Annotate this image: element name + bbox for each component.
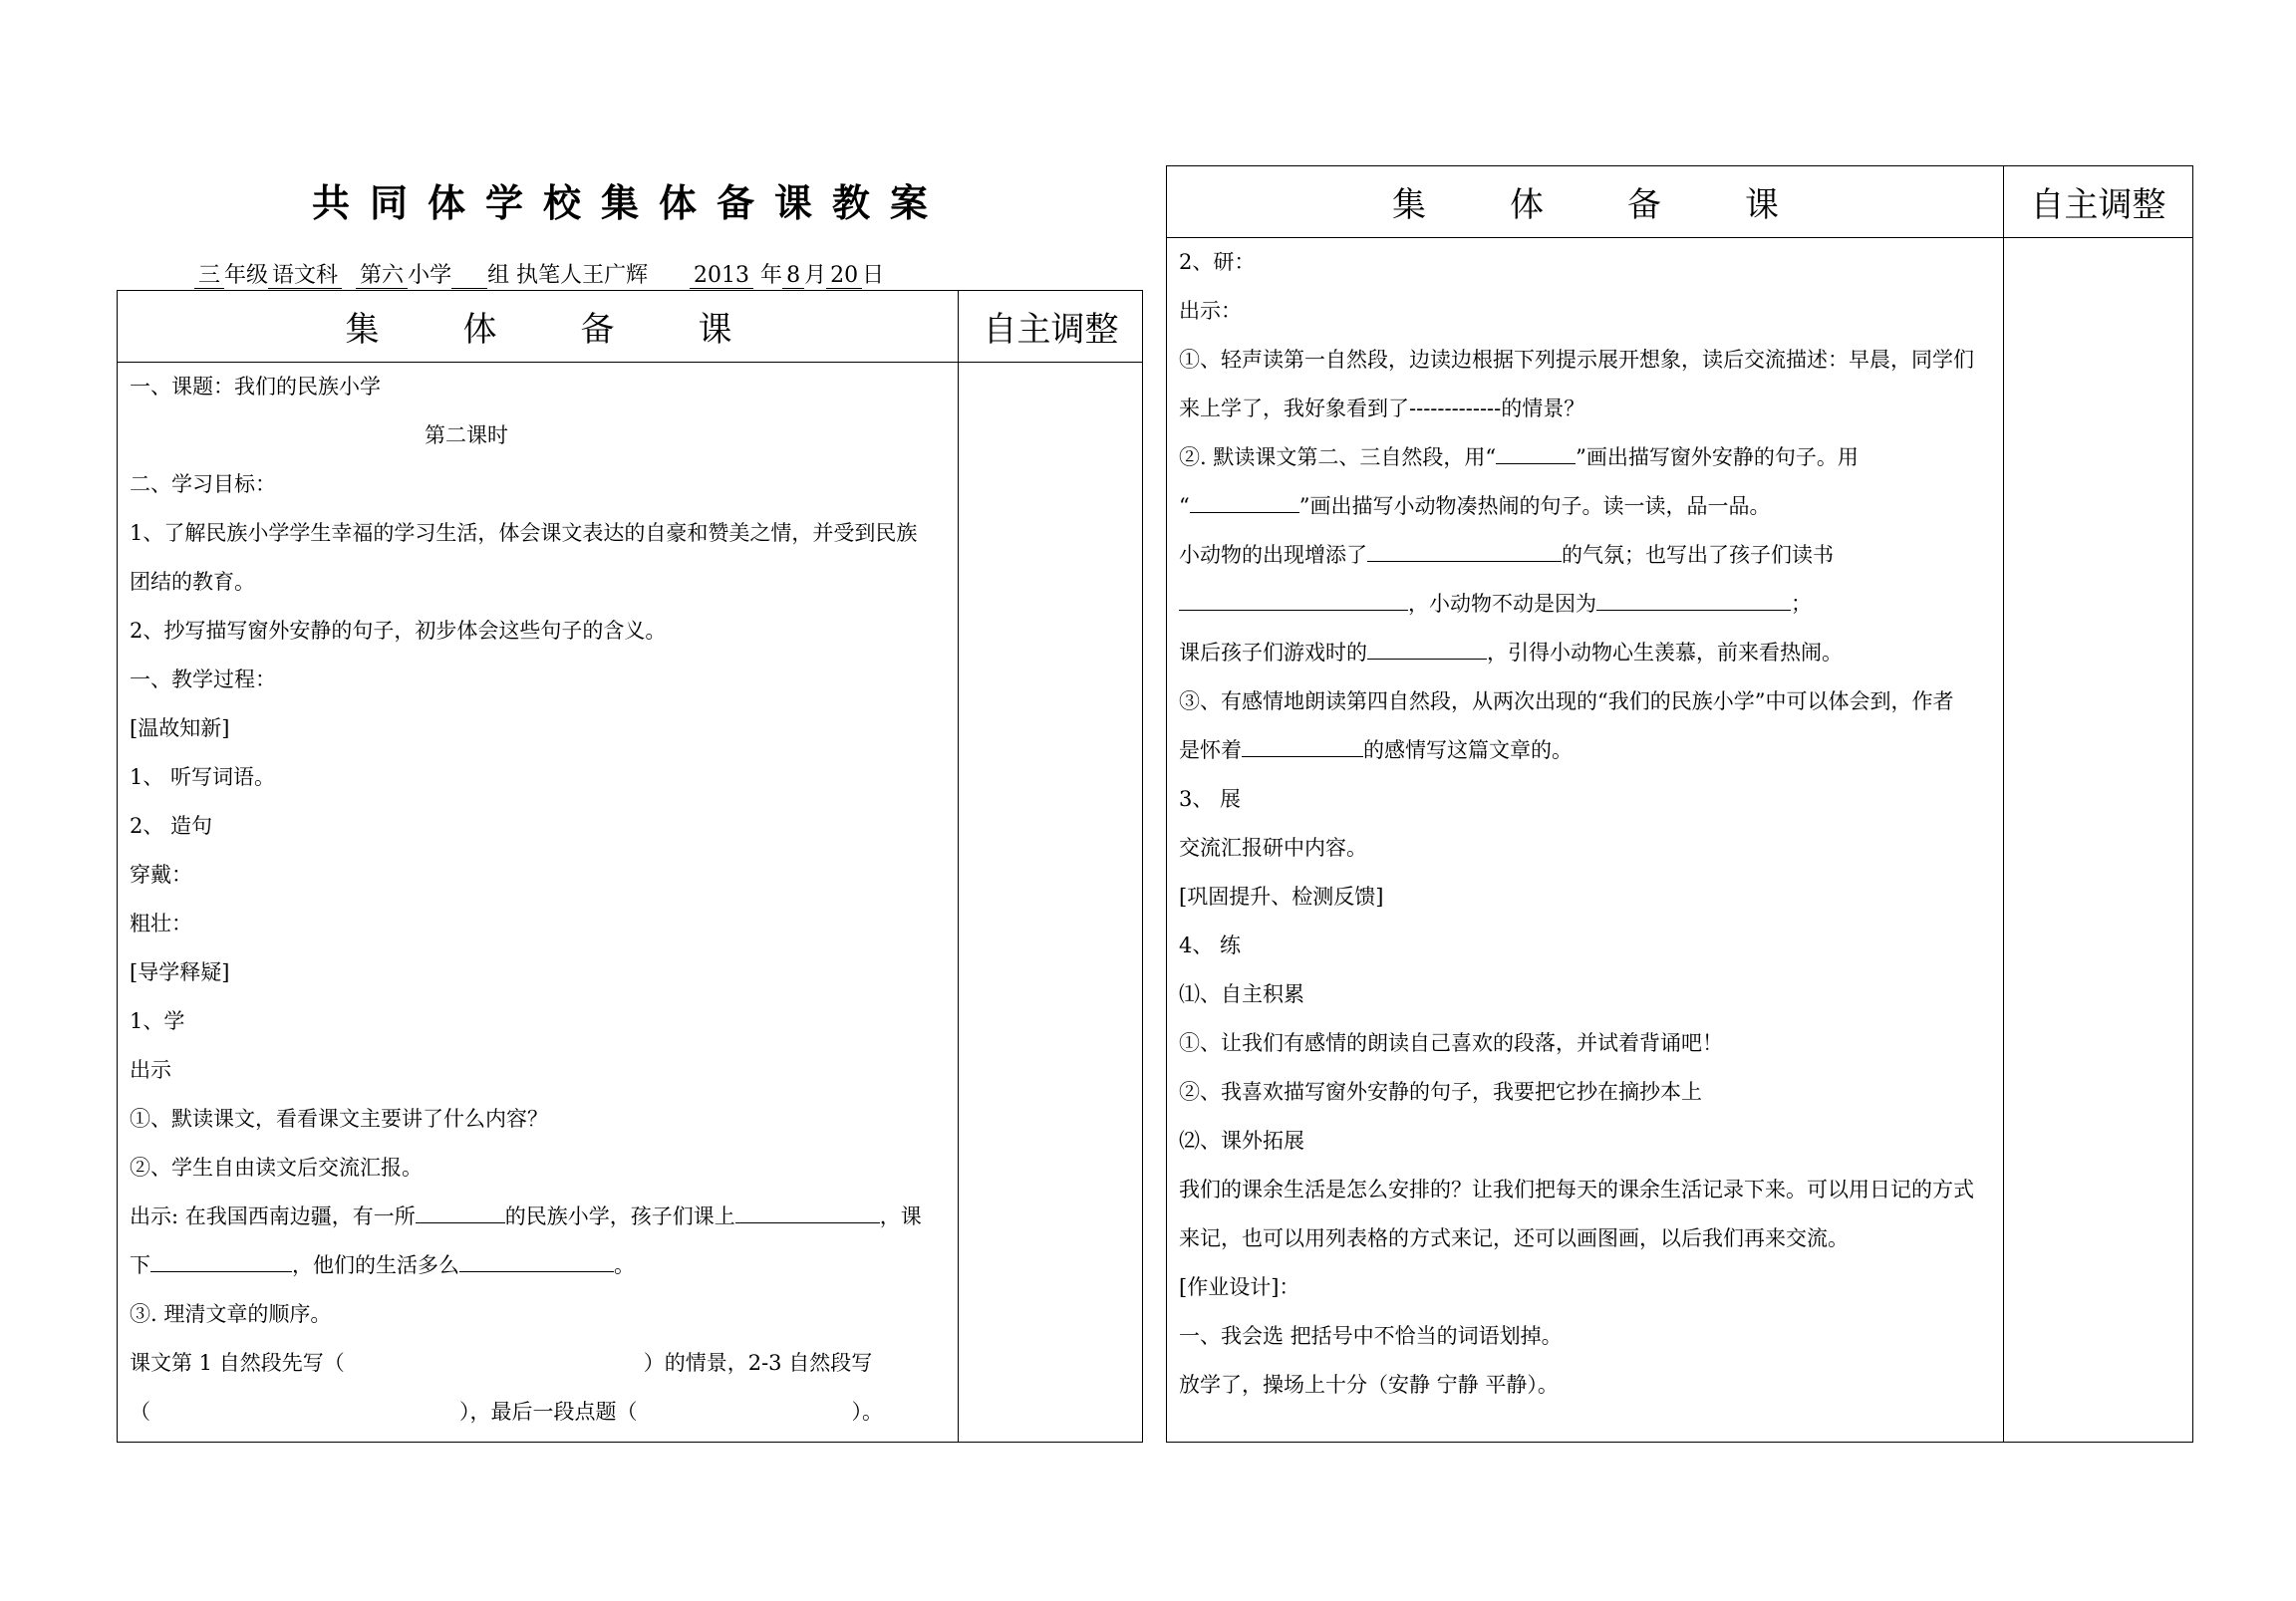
lesson-line bbox=[1179, 541, 1834, 569]
lesson-line: 一、我会选 把括号中不恰当的词语划掉。 bbox=[1179, 1324, 1563, 1348]
fill-blank bbox=[416, 1202, 505, 1223]
lesson-line: 3、 展 bbox=[1179, 787, 1242, 811]
lesson-line: 1、了解民族小学学生幸福的学习生活，体会课文表达的自豪和赞美之情，并受到民族 bbox=[130, 521, 918, 545]
text-segment: 下 bbox=[130, 1253, 150, 1277]
lesson-line bbox=[130, 1398, 883, 1426]
lesson-line bbox=[1179, 590, 1812, 618]
lesson-line: 一、课题：我们的民族小学 bbox=[130, 375, 381, 399]
fill-blank bbox=[1596, 590, 1791, 611]
year-label: 年 bbox=[760, 263, 783, 288]
header-char: 体 bbox=[462, 310, 497, 350]
header-char: 集 bbox=[345, 310, 380, 350]
header-char: 备 bbox=[580, 310, 615, 350]
lesson-line bbox=[1179, 736, 1573, 764]
lesson-line bbox=[1179, 639, 1843, 667]
text-segment: ； bbox=[1791, 592, 1812, 616]
lesson-line: 1、学 bbox=[130, 1009, 185, 1033]
text-segment: 课文第 1 自然段先写（ bbox=[130, 1351, 345, 1375]
header-char: 课 bbox=[1745, 185, 1779, 225]
header-char: 体 bbox=[1510, 185, 1544, 225]
fill-blank bbox=[1496, 443, 1576, 464]
text-segment: （ bbox=[130, 1400, 150, 1424]
lesson-line: [巩固提升、检测反馈] bbox=[1179, 885, 1384, 909]
lesson-line: 来上学了，我好象看到了-------------的情景？ bbox=[1179, 397, 1585, 420]
lesson-line bbox=[130, 1349, 872, 1377]
text-segment: “ bbox=[1179, 494, 1190, 518]
grade-label: 年级 bbox=[224, 263, 269, 288]
lesson-line: ③. 理清文章的顺序。 bbox=[130, 1302, 332, 1326]
text-segment: 课后孩子们游戏时的 bbox=[1179, 641, 1367, 665]
lesson-line: 二、学习目标： bbox=[130, 472, 276, 496]
text-segment: 的民族小学，孩子们课上 bbox=[504, 1204, 735, 1228]
lesson-line: ②、我喜欢描写窗外安静的句子，我要把它抄在摘抄本上 bbox=[1179, 1080, 1702, 1104]
header-self-adjust: 自主调整 bbox=[2030, 185, 2166, 225]
text-segment: ，他们的生活多么 bbox=[292, 1253, 459, 1277]
lesson-line: ②、学生自由读文后交流汇报。 bbox=[130, 1156, 423, 1180]
text-segment: ）的情景，2-3 自然段写 bbox=[643, 1351, 873, 1375]
lesson-line bbox=[1179, 492, 1770, 520]
lesson-line: [导学释疑] bbox=[130, 960, 230, 984]
text-segment: ”画出描写小动物凑热闹的句子。读一读，品一品。 bbox=[1298, 494, 1771, 518]
lesson-line: 出示： bbox=[1179, 299, 1242, 323]
right-lesson-table bbox=[1166, 165, 2193, 1443]
lesson-line: 来记，也可以用列表格的方式来记，还可以画图画，以后我们再来交流。 bbox=[1179, 1226, 1849, 1250]
lesson-line: 团结的教育。 bbox=[130, 570, 255, 594]
lesson-line: 2、研： bbox=[1179, 250, 1256, 274]
left-table-header bbox=[118, 291, 1142, 363]
lesson-line bbox=[130, 1202, 922, 1230]
right-table-header bbox=[1167, 166, 2192, 238]
lesson-line: 交流汇报研中内容。 bbox=[1179, 836, 1367, 860]
text-segment: ），最后一段点题（ bbox=[459, 1400, 638, 1424]
day-value: 20 bbox=[826, 263, 862, 289]
lesson-line: 出示 bbox=[130, 1058, 171, 1082]
fill-blank bbox=[1190, 492, 1299, 513]
lesson-line bbox=[130, 1251, 635, 1279]
lesson-line: 2、抄写描写窗外安静的句子，初步体会这些句子的含义。 bbox=[130, 619, 667, 643]
lesson-line: ③、有感情地朗读第四自然段，从两次出现的“我们的民族小学”中可以体会到，作者 bbox=[1179, 689, 1954, 713]
lesson-line: 我们的课余生活是怎么安排的？让我们把每天的课余生活记录下来。可以用日记的方式 bbox=[1179, 1178, 1974, 1201]
text-segment: 的气氛；也写出了孩子们读书 bbox=[1562, 543, 1834, 567]
text-segment: ”画出描写窗外安静的句子。用 bbox=[1576, 445, 1859, 469]
fill-blank bbox=[1367, 541, 1562, 562]
header-collective-prep bbox=[1167, 166, 2004, 237]
text-segment: ，课 bbox=[879, 1204, 922, 1228]
text-segment: ，引得小动物心生羡慕，前来看热闹。 bbox=[1487, 641, 1843, 665]
left-lesson-table bbox=[117, 290, 1143, 1443]
subject-value: 语文科 bbox=[268, 263, 342, 289]
fill-blank bbox=[459, 1251, 614, 1272]
author-value: 王广辉 bbox=[582, 263, 649, 288]
document-title: 共同体学校集体备课教案 bbox=[311, 180, 948, 225]
text-segment: 的感情写这篇文章的。 bbox=[1363, 738, 1573, 762]
header-self-adjust: 自主调整 bbox=[983, 310, 1119, 350]
day-label: 日 bbox=[862, 263, 885, 288]
lesson-line: ①、让我们有感情的朗读自己喜欢的段落，并试着背诵吧！ bbox=[1179, 1031, 1723, 1055]
month-label: 月 bbox=[804, 263, 827, 288]
month-value: 8 bbox=[782, 263, 804, 289]
lesson-line: ①、默读课文，看看课文主要讲了什么内容？ bbox=[130, 1107, 548, 1131]
group-blank bbox=[451, 263, 487, 289]
text-segment: 是怀着 bbox=[1179, 738, 1242, 762]
lesson-line: 一、教学过程： bbox=[130, 667, 276, 691]
column-divider bbox=[958, 291, 959, 1442]
lesson-line: ①、轻声读第一自然段，边读边根据下列提示展开想象，读后交流描述：早晨，同学们 bbox=[1179, 348, 1974, 372]
lesson-line: [温故知新] bbox=[130, 716, 230, 740]
lesson-line: 4、 练 bbox=[1179, 934, 1242, 957]
header-char: 集 bbox=[1392, 185, 1426, 225]
text-segment: ，小动物不动是因为 bbox=[1408, 592, 1596, 616]
fill-blank bbox=[1179, 590, 1408, 611]
year-value: 2013 bbox=[690, 263, 753, 289]
school-label: 小学 bbox=[408, 263, 452, 288]
lesson-line: ⑴、自主积累 bbox=[1179, 982, 1304, 1006]
fill-blank bbox=[150, 1251, 292, 1272]
lesson-line: 穿戴： bbox=[130, 863, 192, 887]
header-char: 备 bbox=[1627, 185, 1661, 225]
lesson-line: 第二课时 bbox=[425, 423, 508, 447]
column-divider bbox=[2003, 166, 2004, 1442]
fill-blank bbox=[1242, 736, 1363, 757]
group-label: 组 执笔人 bbox=[487, 263, 583, 288]
school-value: 第六 bbox=[356, 263, 408, 289]
lesson-line: [作业设计]： bbox=[1179, 1275, 1300, 1299]
text-segment: 小动物的出现增添了 bbox=[1179, 543, 1367, 567]
fill-blank bbox=[1367, 639, 1487, 660]
lesson-line: 1、 听写词语。 bbox=[130, 765, 276, 789]
lesson-line: 放学了，操场上十分（安静 宁静 平静）。 bbox=[1179, 1373, 1559, 1397]
lesson-line: 2、 造句 bbox=[130, 814, 213, 838]
text-segment: ②. 默读课文第二、三自然段，用“ bbox=[1179, 445, 1497, 469]
lesson-line: ⑵、课外拓展 bbox=[1179, 1129, 1304, 1153]
lesson-line: 粗壮： bbox=[130, 912, 192, 935]
header-collective-prep bbox=[118, 291, 960, 362]
text-segment: ）。 bbox=[851, 1400, 883, 1424]
header-char: 课 bbox=[698, 310, 732, 350]
text-segment: 出示: 在我国西南边疆，有一所 bbox=[130, 1204, 416, 1228]
text-segment: 。 bbox=[614, 1253, 635, 1277]
grade-value: 三 bbox=[194, 263, 224, 289]
info-line bbox=[194, 258, 884, 289]
fill-blank bbox=[735, 1202, 880, 1223]
lesson-line bbox=[1179, 443, 1859, 471]
